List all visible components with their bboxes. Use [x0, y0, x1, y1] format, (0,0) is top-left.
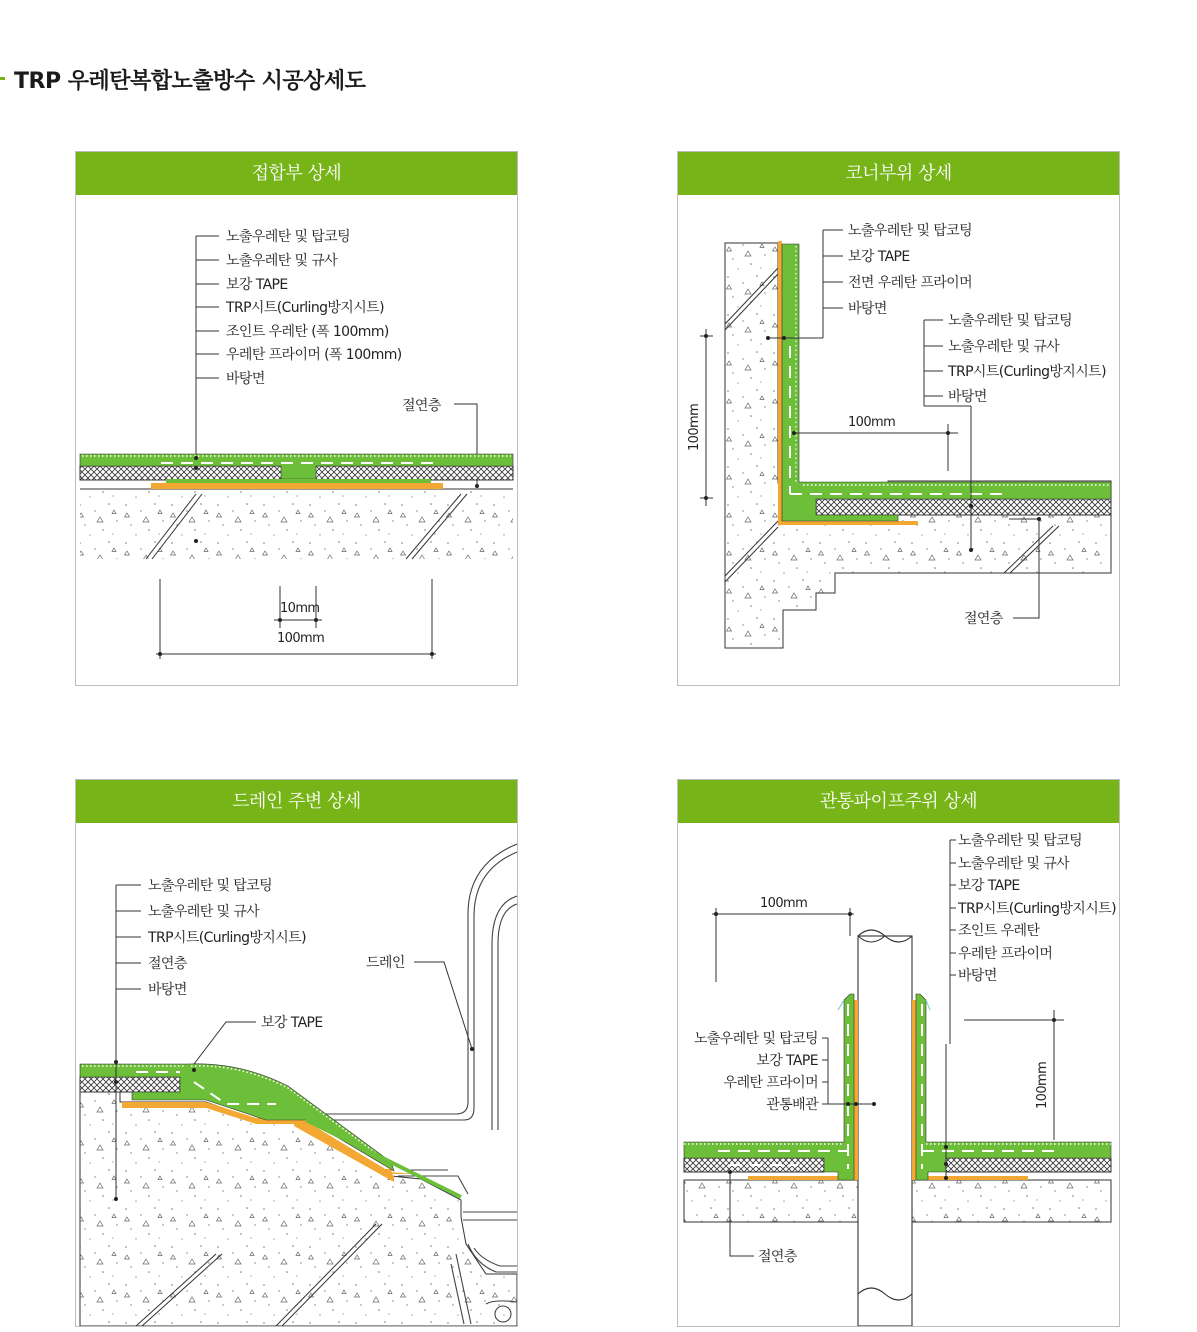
pipe-primer-right — [912, 1000, 916, 1180]
drain-label-4: 바탕면 — [148, 982, 187, 998]
panel-joint-title: 접합부 상세 — [76, 152, 517, 195]
page-title: TRP 우레탄복합노출방수 시공상세도 — [14, 69, 366, 94]
corner-dim-vertical: 100mm — [687, 403, 702, 451]
pipe-primer-left — [854, 1000, 858, 1180]
corner-wall-label-2: 전면 우레탄 프라이머 — [848, 275, 973, 291]
corner-wall-label-3: 바탕면 — [848, 301, 887, 317]
drain-label-3: 절연층 — [148, 956, 187, 972]
pipe-right-label-5: 우레탄 프라이머 — [958, 946, 1053, 962]
pipe-right-label-1: 노출우레탄 및 규사 — [958, 856, 1070, 872]
corner-floor-label-0: 노출우레탄 및 탑코팅 — [948, 313, 1073, 329]
corner-floor-label-2: TRP시트(Curling방지시트) — [948, 364, 1106, 380]
pipe-right-label-6: 바탕면 — [958, 968, 997, 984]
panel-pipe-detail — [677, 779, 1120, 1327]
corner-diagram — [678, 196, 1119, 685]
pipe-insulation-label: 절연층 — [758, 1249, 797, 1265]
panel-corner-detail — [677, 151, 1120, 686]
pipe-right-label-4: 조인트 우레탄 — [958, 923, 1040, 939]
panel-corner-title: 코너부위 상세 — [678, 152, 1119, 195]
panel-drain-detail — [75, 779, 518, 1327]
drain-label-1: 노출우레탄 및 규사 — [148, 904, 260, 920]
joint-label-6: 바탕면 — [226, 371, 265, 387]
panel-pipe-title: 관통파이프주위 상세 — [678, 780, 1119, 823]
joint-primer-layer — [151, 483, 443, 489]
joint-insulation-label: 절연층 — [402, 398, 441, 414]
joint-label-3: TRP시트(Curling방지시트) — [226, 300, 384, 316]
pipe-diagram — [678, 824, 1119, 1326]
pipe-right-label-2: 보강 TAPE — [958, 878, 1020, 894]
joint-dim-large: 100mm — [277, 631, 325, 646]
pipe-dim-vertical: 100mm — [1035, 1061, 1050, 1109]
drain-label-2: TRP시트(Curling방지시트) — [148, 930, 306, 946]
joint-diagram — [76, 196, 517, 685]
panel-joint-detail — [75, 151, 518, 686]
pipe-right-label-0: 노출우레탄 및 탑코팅 — [958, 833, 1083, 849]
corner-dim-horizontal: 100mm — [848, 415, 896, 430]
title-accent-mark — [0, 77, 5, 80]
panel-drain-title: 드레인 주변 상세 — [76, 780, 517, 823]
pipe-dim-horizontal: 100mm — [760, 896, 808, 911]
corner-trp-sheet — [816, 499, 1111, 515]
joint-label-0: 노출우레탄 및 탑코팅 — [226, 229, 351, 245]
joint-label-4: 조인트 우레탄 (폭 100mm) — [226, 324, 389, 340]
drain-tape-label: 보강 TAPE — [261, 1015, 323, 1031]
drain-diagram — [76, 824, 517, 1326]
pipe-left-label-0: 노출우레탄 및 탑코팅 — [693, 1031, 818, 1047]
pipe-trp-right — [946, 1158, 1111, 1172]
drain-trp-sheet — [80, 1077, 180, 1092]
pipe-urethane-right — [916, 994, 1111, 1180]
joint-label-1: 노출우레탄 및 규사 — [226, 253, 338, 269]
drain-label-0: 노출우레탄 및 탑코팅 — [148, 878, 273, 894]
pipe-body — [858, 936, 912, 1326]
pipe-left-label-2: 우레탄 프라이머 — [723, 1075, 818, 1091]
corner-wall-label-1: 보강 TAPE — [848, 249, 910, 265]
joint-label-2: 보강 TAPE — [226, 277, 288, 293]
drain-drain-label: 드레인 — [366, 955, 405, 971]
corner-floor-label-3: 바탕면 — [948, 389, 987, 405]
joint-label-5: 우레탄 프라이머 (폭 100mm) — [226, 347, 402, 363]
corner-insulation-label: 절연층 — [964, 611, 1003, 627]
corner-floor-label-1: 노출우레탄 및 규사 — [948, 339, 1060, 355]
corner-wall-label-0: 노출우레탄 및 탑코팅 — [848, 223, 973, 239]
pipe-left-label-3: 관통배관 — [766, 1097, 818, 1113]
joint-substrate — [80, 489, 513, 559]
pipe-right-label-3: TRP시트(Curling방지시트) — [958, 901, 1116, 917]
pipe-left-label-1: 보강 TAPE — [756, 1053, 818, 1069]
joint-dim-small: 10mm — [280, 601, 320, 616]
